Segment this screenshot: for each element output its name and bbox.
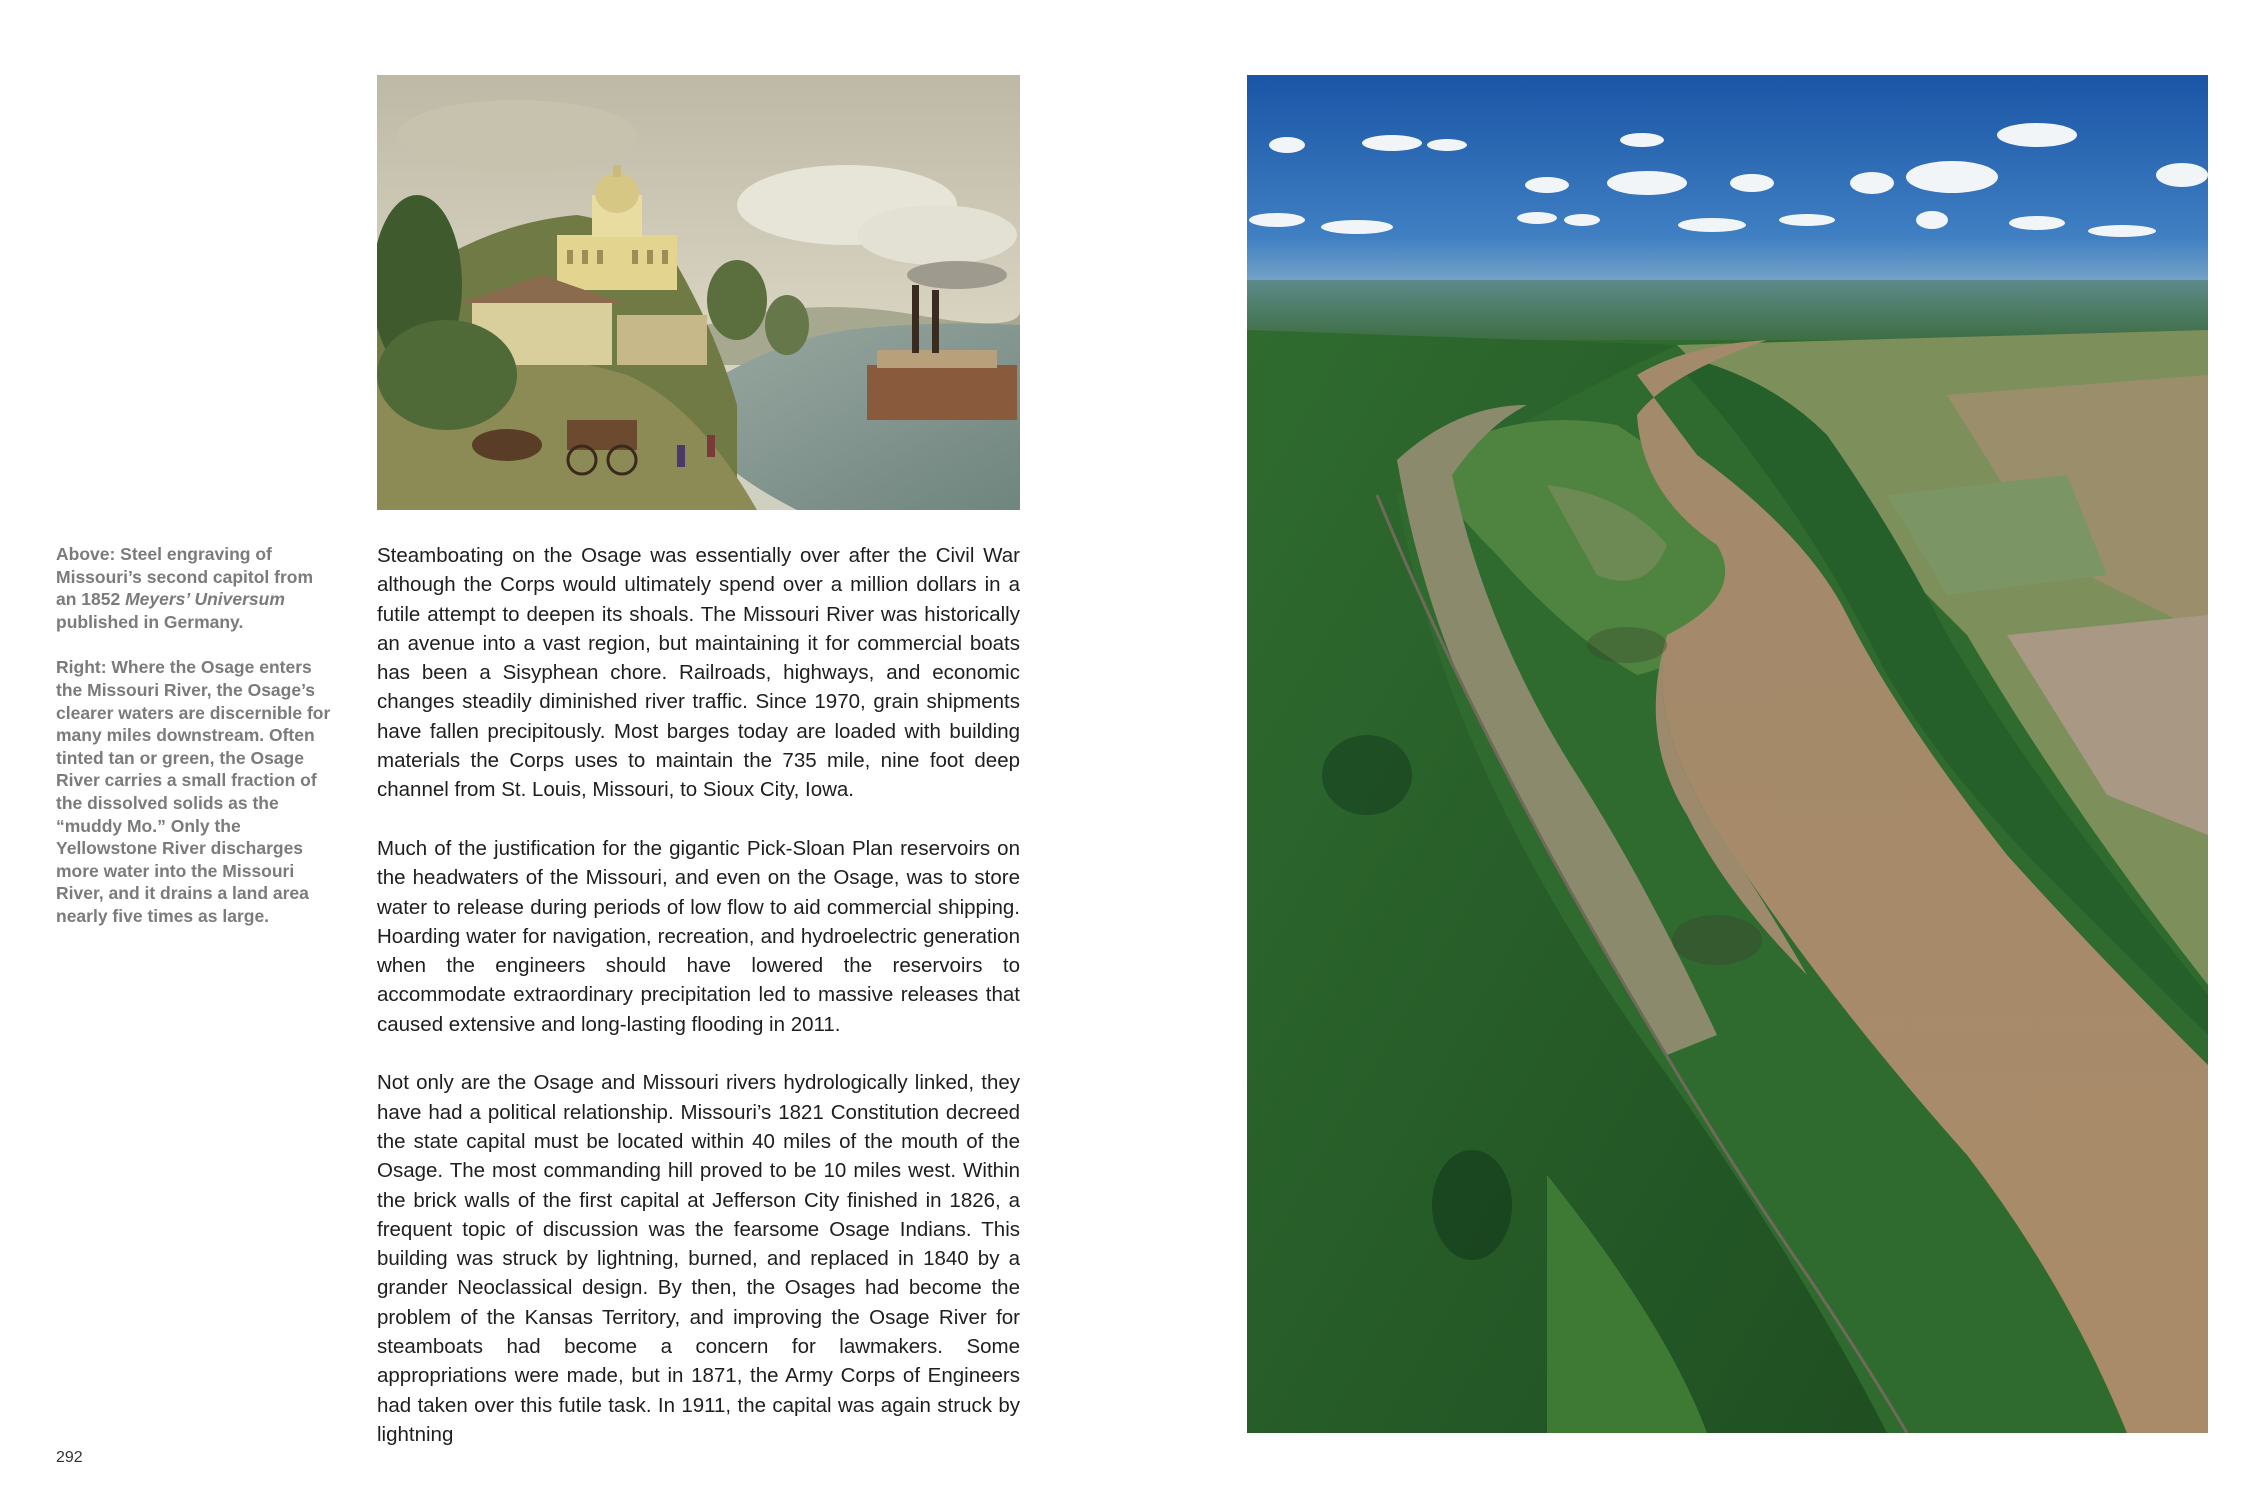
body-paragraph: Much of the justification for the gigantic Pick-Sloan Plan reservoirs on the headwaters of the Missouri, and even on the Osage, was to store water to release during periods of low flow to aid commercial shipping. Hoarding water for navigation, recreation, and hydroelectric generation when the engineers should have lowered the reservoirs to accommodate extraordinary precipitation led to massive releases that caused extensive and long-lasting flooding in 2011.	[377, 836, 1020, 1036]
body-paragraph: Not only are the Osage and Missouri rivers hydrologically linked, they have had a political relationship. Missouri’s 1821 Constitution decreed the state capital must be located within 40 miles of the mouth of the Osage. The most commanding hill proved to be 10 miles west. Within the brick walls of the first capital at Jefferson City finished in 1826, a frequent topic of discussion was the fearsome Osage Indians. This building was struck by lightning, burned, and replaced in 1840 by a grander Neoclassical design. By then, the Osages had become the problem of the Kansas Territory, and improving the Osage River for steamboats had become a concern for lawmakers. Some appropriations were made, but in 1871, the Army Corps of Engineers had taken over this futile task. In 1911, the capital was again struck by lightning	[377, 1071, 1020, 1446]
caption-above-publication: Meyers’ Universum	[125, 589, 285, 610]
body-text	[377, 541, 1020, 1479]
caption-above	[56, 543, 336, 633]
capitol-engraving-image	[377, 75, 1020, 510]
caption-above-text-end: published in Germany.	[56, 611, 244, 632]
caption-right: Right: Where the Osage enters the Missouri River, the Osage’s clearer waters are discernible for many miles downstream. Often tinted tan or green, the Osage River carries a small fraction of the dissolved solids as the “muddy Mo.” Only the Yellowstone River discharges more water into the Missouri River, and it drains a land area nearly five times as large.	[56, 657, 331, 926]
page-number: 292	[56, 1449, 83, 1466]
river-confluence-aerial-photo	[1247, 75, 2208, 1433]
caption-above-text: Above: Steel engraving of Missouri’s second capitol from an 1852	[56, 544, 314, 610]
body-paragraph: Steamboating on the Osage was essentially over after the Civil War although the Corps would ultimately spend over a million dollars in a futile attempt to deepen its shoals. The Missouri River was historically an avenue into a vast region, but maintaining it for commercial boats has been a Sisyphean chore. Railroads, highways, and economic changes steadily diminished river traffic. Since 1970, grain shipments have fallen precipitously. Most barges today are loaded with building materials the Corps uses to maintain the 735 mile, nine foot deep channel from St. Louis, Missouri, to Sioux City, Iowa.	[377, 544, 1020, 802]
photo-captions	[56, 543, 336, 951]
